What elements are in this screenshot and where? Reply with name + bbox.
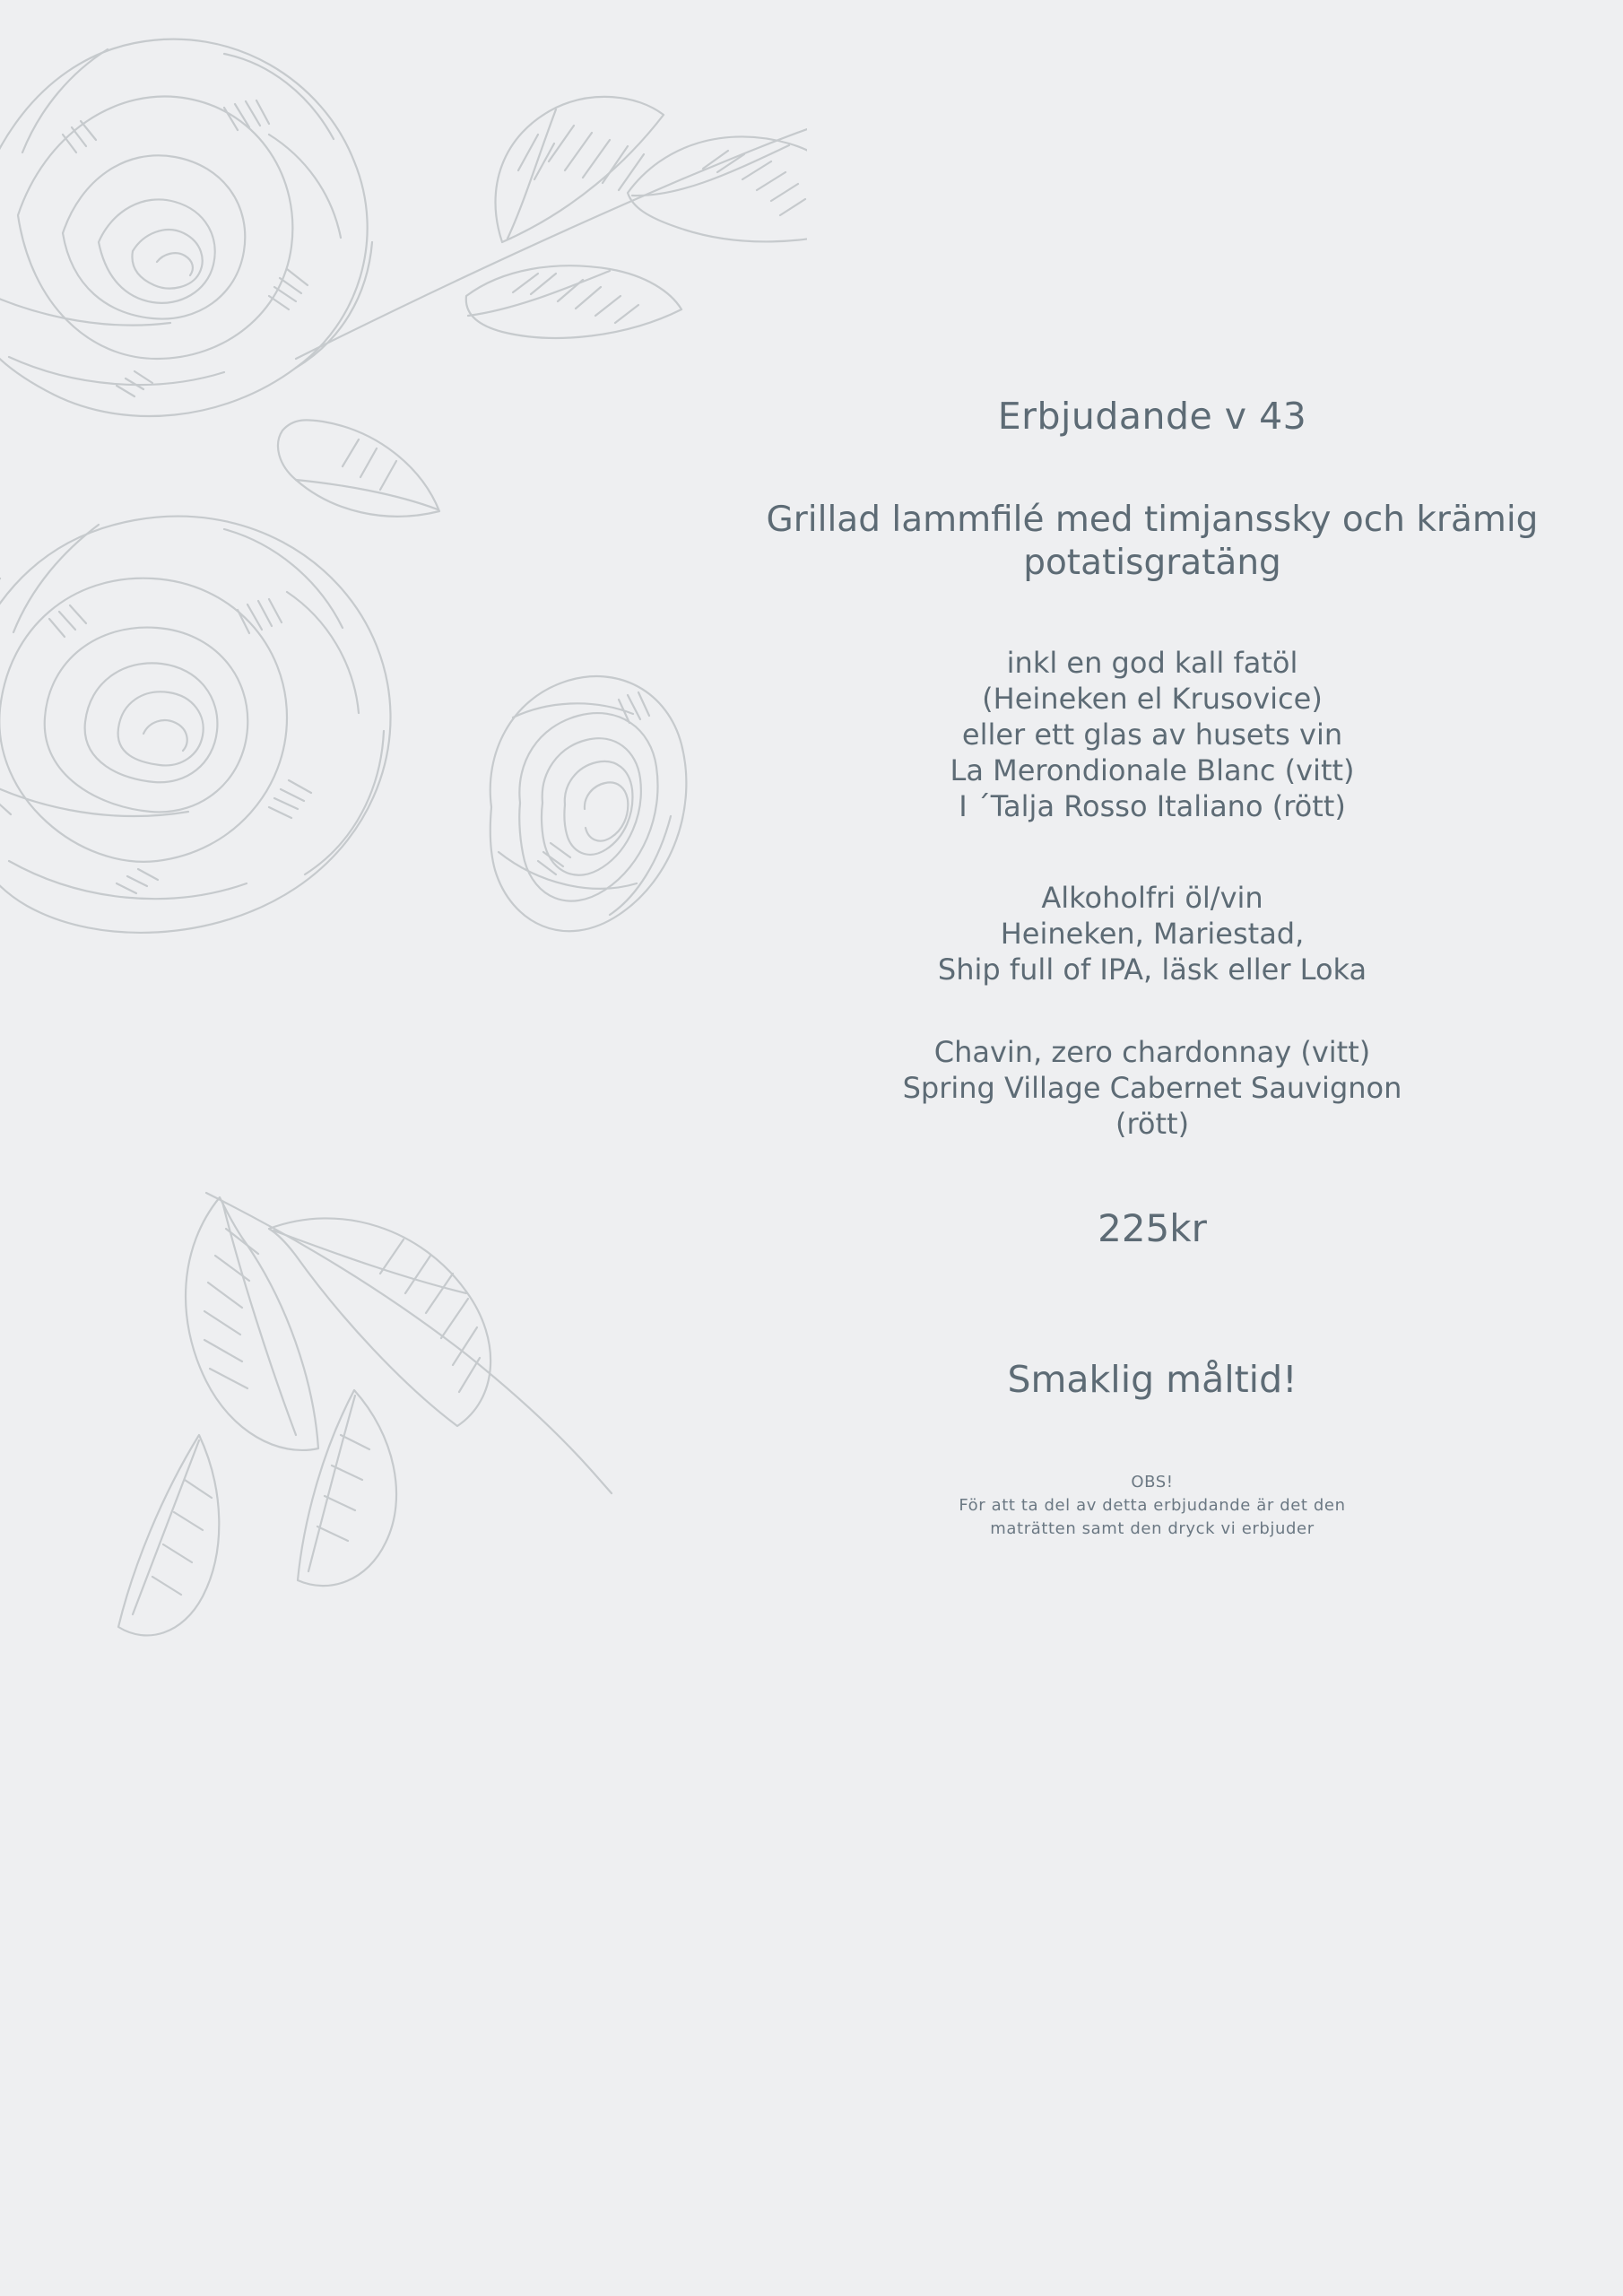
- nonalcoholic-drinks: [758, 880, 1547, 987]
- drink-line-5: I ´Talja Rosso Italiano (rött): [959, 789, 1346, 824]
- leaf-branch-bottom-icon: [118, 1193, 612, 1635]
- note-line-2: För att ta del av detta erbjudande är det den: [959, 1496, 1346, 1516]
- peony-petal-accent-icon: [278, 420, 439, 516]
- drink-line-2: (Heineken el Krusovice): [982, 682, 1323, 717]
- nonalcoholic-wines: [758, 1034, 1547, 1142]
- nonalcoholic-wine-line-3: (rött): [1115, 1107, 1190, 1142]
- dish-line-1: Grillad lammfilé med: [766, 500, 1133, 540]
- dish-line-3: krämig potatisgratäng: [1023, 500, 1539, 583]
- nonalcoholic-line-1: Alkoholfri öl/vin: [1041, 881, 1263, 916]
- note-line-3: maträtten samt den dryck vi erbjuder: [990, 1519, 1315, 1539]
- floral-decoration: [0, 0, 807, 1704]
- disclaimer-note: [758, 1471, 1547, 1541]
- peony-middle-icon: [0, 517, 391, 933]
- dish-description: [758, 499, 1547, 584]
- menu-content: [758, 0, 1547, 1541]
- price: 225kr: [1098, 1206, 1207, 1251]
- drink-line-3: eller ett glas av husets vin: [961, 718, 1343, 752]
- closing-greeting: Smaklig måltid!: [1007, 1358, 1298, 1402]
- nonalcoholic-wine-line-1: Chavin, zero chardonnay (vitt): [933, 1035, 1371, 1070]
- peony-bud-icon: [490, 676, 687, 931]
- included-drinks: [758, 645, 1547, 824]
- leaf-branch-top-icon: [296, 97, 807, 359]
- drink-line-1: inkl en god kall fatöl: [1006, 646, 1298, 681]
- dish-line-2: timjanssky och: [1144, 500, 1405, 540]
- note-line-1: OBS!: [1131, 1473, 1174, 1492]
- nonalcoholic-wine-line-2: Spring Village Cabernet Sauvignon: [902, 1071, 1402, 1106]
- drink-line-4: La Merondionale Blanc (vitt): [950, 753, 1355, 788]
- peony-top-icon: [0, 39, 372, 416]
- offer-title: Erbjudande v 43: [997, 395, 1307, 438]
- nonalcoholic-line-3: Ship full of IPA, läsk eller Loka: [937, 952, 1367, 987]
- nonalcoholic-line-2: Heineken, Mariestad,: [1000, 917, 1305, 952]
